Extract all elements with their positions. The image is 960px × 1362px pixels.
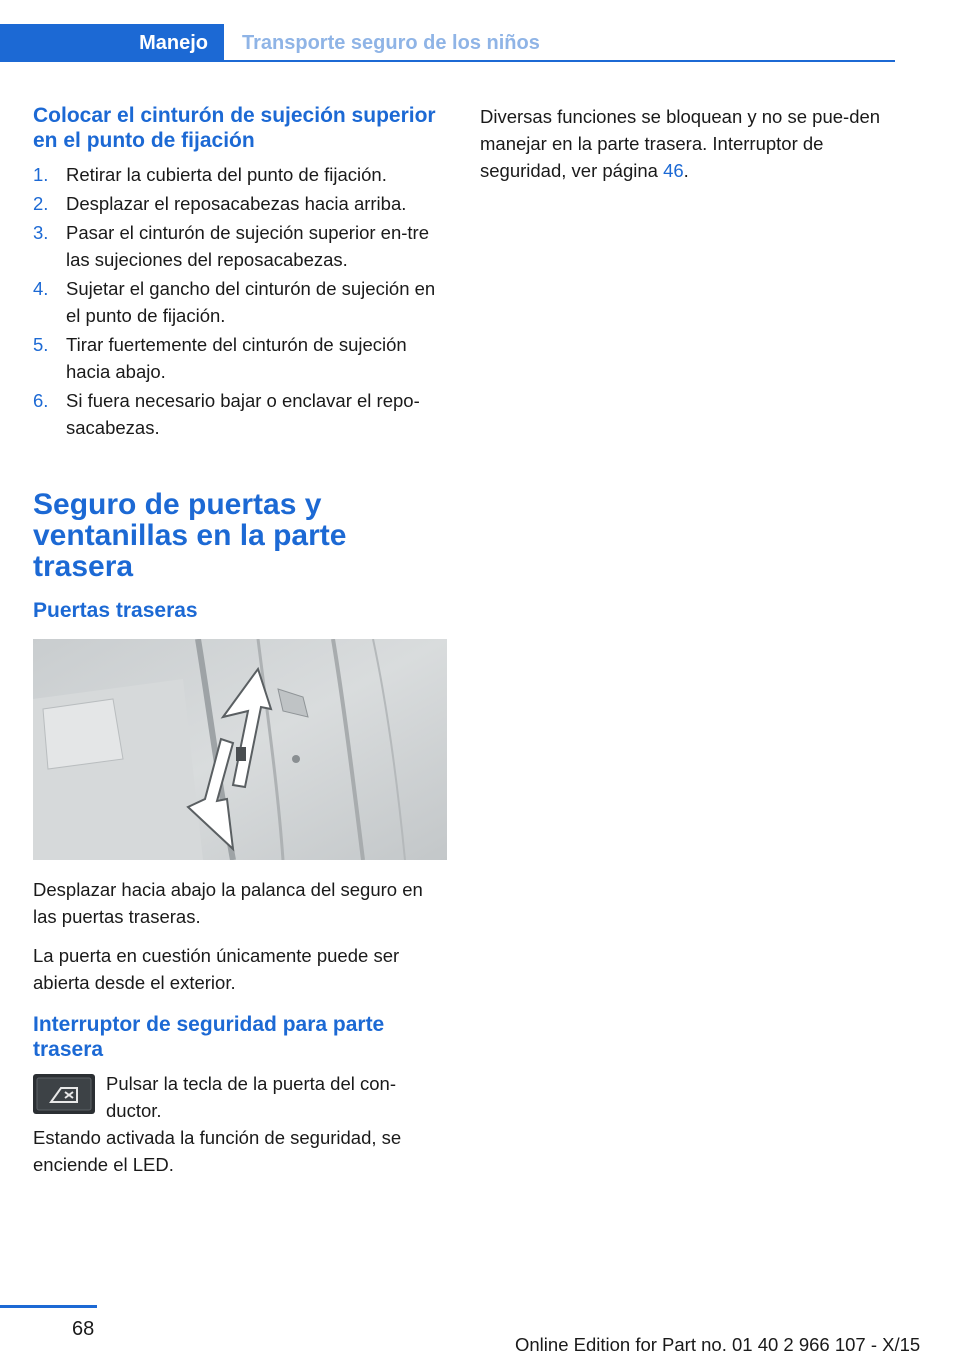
step-text: Sujetar el gancho del cinturón de sujeción en el punto de fijación. xyxy=(66,278,436,326)
rear-doors-note: La puerta en cuestión únicamente puede ser abierta desde el exterior. xyxy=(33,945,400,993)
page-reference-link[interactable]: 46 xyxy=(663,160,684,181)
rear-functions-paragraph xyxy=(480,103,894,184)
rear-door-lock-illustration xyxy=(33,639,447,860)
tether-steps xyxy=(33,161,447,441)
rear-doors-heading: Puertas traseras xyxy=(33,599,198,622)
page-number: 68 xyxy=(72,1318,95,1340)
safety-switch-led-note: Estando activada la función de seguridad, se enciende el LED. xyxy=(33,1127,402,1175)
rear-functions-text: Diversas funciones se bloquean y no se pue-den manejar en la parte trasera. Interruptor de seguridad, ver página xyxy=(480,106,881,181)
step-text: Tirar fuertemente del cinturón de sujeción hacia abajo. xyxy=(66,334,407,382)
left-column xyxy=(33,103,447,1178)
subsection-label: Transporte seguro de los niños xyxy=(242,32,540,54)
chapter-heading: Seguro de puertas y ventanillas en la parte trasera xyxy=(33,488,347,583)
step-item xyxy=(33,387,447,441)
step-number: 2. xyxy=(33,193,49,214)
safety-switch-key-text: Pulsar la tecla de la puerta del con-ductor. xyxy=(106,1073,397,1121)
step-number: 6. xyxy=(33,390,49,411)
step-number: 4. xyxy=(33,278,49,299)
step-number: 3. xyxy=(33,222,49,243)
tether-heading: Colocar el cinturón de sujeción superior en el punto de fijación xyxy=(33,104,436,152)
window-lock-button-icon xyxy=(33,1074,95,1114)
step-text: Retirar la cubierta del punto de fijación. xyxy=(66,164,387,185)
right-column xyxy=(480,103,894,184)
section-tab xyxy=(0,24,224,62)
footer-rule xyxy=(0,1305,97,1308)
rear-functions-end: . xyxy=(683,160,689,181)
step-text: Pasar el cinturón de sujeción superior en-tre las sujeciones del reposacabezas. xyxy=(66,222,429,270)
step-item xyxy=(33,161,447,188)
section-label: Manejo xyxy=(139,32,208,54)
step-text: Desplazar el reposacabezas hacia arriba. xyxy=(66,193,407,214)
safety-switch-row xyxy=(33,1070,447,1124)
safety-switch-heading: Interruptor de seguridad para parte trasera xyxy=(33,1013,385,1061)
step-item xyxy=(33,219,447,273)
step-number: 1. xyxy=(33,164,49,185)
running-header xyxy=(0,24,895,62)
step-item xyxy=(33,190,447,217)
step-number: 5. xyxy=(33,334,49,355)
header-rule xyxy=(224,60,895,62)
edition-line: Online Edition for Part no. 01 40 2 966 107 - X/15 xyxy=(515,1334,921,1355)
rear-doors-instruction: Desplazar hacia abajo la palanca del seguro en las puertas traseras. xyxy=(33,879,423,927)
step-item xyxy=(33,331,447,385)
step-item xyxy=(33,275,447,329)
step-text: Si fuera necesario bajar o enclavar el repo-sacabezas. xyxy=(66,390,420,438)
